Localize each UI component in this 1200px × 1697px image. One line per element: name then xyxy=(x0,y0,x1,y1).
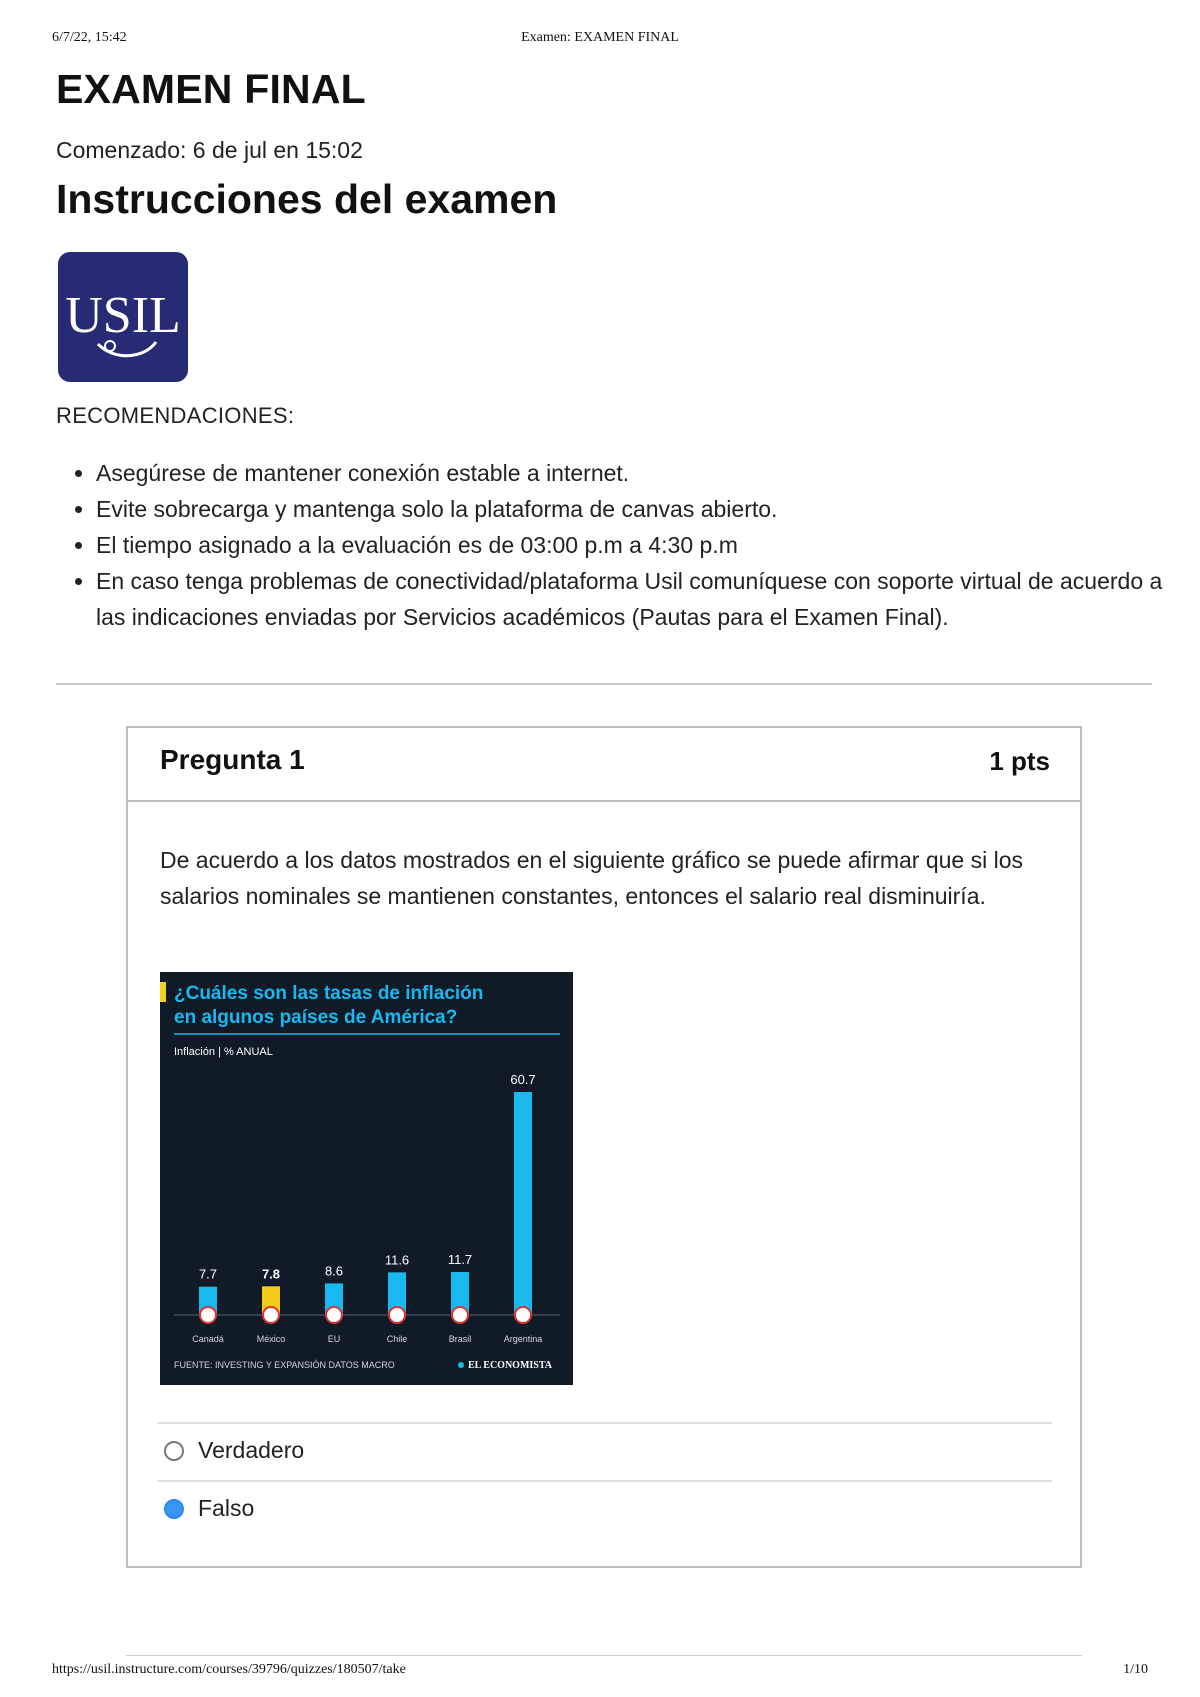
category-label-4: Brasil xyxy=(448,1334,472,1344)
value-label-1: 7.8 xyxy=(261,1266,281,1282)
chart-title-line-1: ¿Cuáles son las tasas de inflación xyxy=(174,983,484,1004)
flag-icon-3 xyxy=(389,1307,405,1323)
flag-icon-1 xyxy=(263,1307,279,1323)
radio-unchecked[interactable] xyxy=(164,1441,184,1461)
value-label-3: 11.6 xyxy=(384,1252,410,1268)
answer-list xyxy=(158,1422,1052,1538)
section-divider xyxy=(56,683,1152,685)
category-label-5: Argentina xyxy=(503,1334,543,1344)
value-label-2: 8.6 xyxy=(324,1263,344,1279)
print-header xyxy=(52,30,1148,50)
question-number: Pregunta 1 xyxy=(160,744,305,775)
answer-label: Verdadero xyxy=(198,1437,305,1463)
recommendation-item: • Evite sobrecarga y mantenga solo la plataforma de canvas abierto. xyxy=(96,491,1196,527)
usil-logo xyxy=(58,252,188,382)
chart-ylabel: Inflación | % ANUAL xyxy=(174,1046,273,1058)
value-label-4: 11.7 xyxy=(447,1252,473,1268)
chart-title-line-2: en algunos países de América? xyxy=(174,1007,458,1028)
footer-divider xyxy=(126,1655,1082,1656)
inflation-chart xyxy=(160,972,573,1385)
recommendation-item: • Asegúrese de mantener conexión estable a internet. xyxy=(96,455,1196,491)
brand-dot-icon xyxy=(458,1362,464,1368)
category-label-2: EU xyxy=(327,1334,341,1344)
answer-label: Falso xyxy=(198,1495,255,1521)
answer-option-verdadero[interactable] xyxy=(158,1422,1052,1480)
recommendation-item: • En caso tenga problemas de conectividad/plataforma Usil comuníquese con soporte virtual de acuerdo a las indicaciones enviadas por Servicios académicos (Pautas para el Examen Final). xyxy=(96,563,1196,635)
flag-icon-4 xyxy=(452,1307,468,1323)
flag-icon-0 xyxy=(200,1307,216,1323)
print-doc-title: Examen: EXAMEN FINAL xyxy=(521,30,679,45)
recommendations-list xyxy=(56,455,1196,635)
started-timestamp: Comenzado: 6 de jul en 15:02 xyxy=(56,137,363,163)
flag-icon-5 xyxy=(515,1307,531,1323)
category-label-1: México xyxy=(256,1334,286,1344)
page-url: https://usil.instructure.com/courses/39796/quizzes/180507/take xyxy=(52,1662,406,1677)
value-label-5: 60.7 xyxy=(510,1072,536,1087)
chart-source: FUENTE: INVESTING Y EXPANSIÓN DATOS MACRO xyxy=(174,1360,395,1370)
category-label-0: Canadá xyxy=(192,1334,224,1344)
category-label-3: Chile xyxy=(386,1334,408,1344)
question-text: De acuerdo a los datos mostrados en el siguiente gráfico se puede afirmar que si los salarios nominales se mantienen constantes, entonces el salario real disminuiría. xyxy=(160,847,1023,909)
chart-brand: EL ECONOMISTA xyxy=(468,1360,552,1371)
flag-icon-2 xyxy=(326,1307,342,1323)
bars-group xyxy=(192,1072,542,1344)
instructions-heading: Instrucciones del examen xyxy=(56,176,558,222)
recommendations-label: RECOMENDACIONES: xyxy=(56,403,295,428)
answer-option-falso[interactable] xyxy=(158,1480,1052,1538)
question-card xyxy=(126,726,1082,1568)
page-number: 1/10 xyxy=(1123,1662,1148,1677)
title-accent-bar xyxy=(160,982,166,1002)
page-title: EXAMEN FINAL xyxy=(56,66,366,112)
radio-checked[interactable] xyxy=(164,1499,184,1519)
bar-5 xyxy=(514,1092,532,1315)
print-datetime: 6/7/22, 15:42 xyxy=(52,30,127,45)
question-points: 1 pts xyxy=(989,746,1050,776)
logo-text: USIL xyxy=(65,287,181,344)
value-label-0: 7.7 xyxy=(198,1266,218,1282)
recommendation-item: • El tiempo asignado a la evaluación es de 03:00 p.m a 4:30 p.m xyxy=(96,527,1196,563)
question-header xyxy=(128,728,1080,802)
inflation-chart-svg xyxy=(160,972,573,1385)
usil-logo-mark xyxy=(58,252,188,382)
